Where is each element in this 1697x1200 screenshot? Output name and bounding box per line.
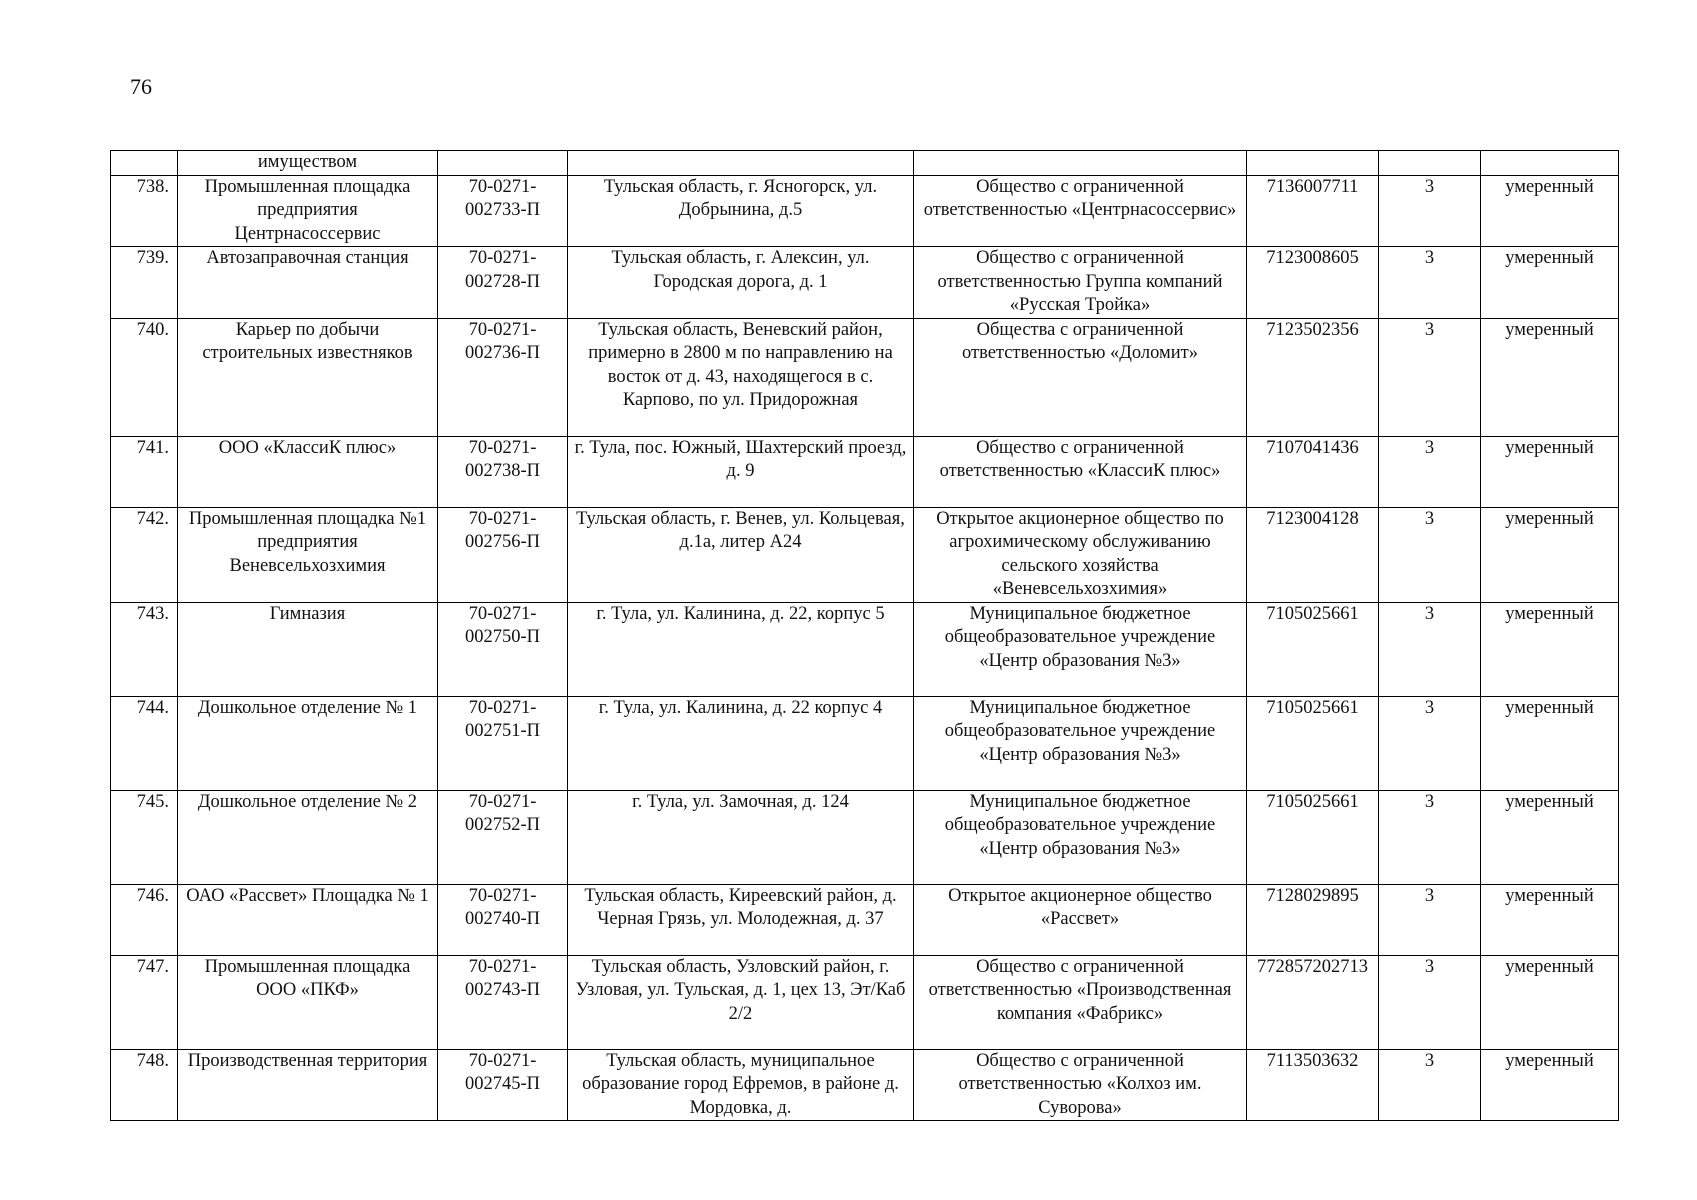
cell-operator: Общество с ограниченной ответственностью Группа компаний «Русская Тройка» [914,247,1247,319]
cell-object-code: 70-0271-002740-П [438,884,568,955]
cell-inn: 7105025661 [1247,696,1379,790]
cell-number: 746. [111,884,178,955]
cell-object-name: Промышленная площадка №1 предприятия Веневсельхозхимия [178,507,438,602]
cell-inn: 7107041436 [1247,436,1379,507]
cell-number: 740. [111,318,178,436]
cell-risk: умеренный [1481,696,1619,790]
table-row [111,696,1619,790]
cell-risk: умеренный [1481,247,1619,319]
cell-address: Тульская область, Узловский район, г. Узловая, ул. Тульская, д. 1, цех 13, Эт/Каб 2/2 [568,955,914,1049]
cell-number: 741. [111,436,178,507]
cell-operator: Муниципальное бюджетное общеобразовательное учреждение «Центр образования №3» [914,696,1247,790]
table-row-continuation [111,151,1619,176]
cell-address: г. Тула, пос. Южный, Шахтерский проезд, д. 9 [568,436,914,507]
cell-category: 3 [1379,955,1481,1049]
cell-risk: умеренный [1481,790,1619,884]
cell-inn: 7105025661 [1247,790,1379,884]
table-row [111,1049,1619,1121]
cell-risk: умеренный [1481,1049,1619,1121]
cell-number: 748. [111,1049,178,1121]
cell-category: 3 [1379,884,1481,955]
cell-address: г. Тула, ул. Калинина, д. 22, корпус 5 [568,602,914,696]
cell-category: 3 [1379,436,1481,507]
cell-address: Тульская область, г. Алексин, ул. Городская дорога, д. 1 [568,247,914,319]
cell-category: 3 [1379,696,1481,790]
cell-object-name: ООО «КлассиК плюс» [178,436,438,507]
cell-object-name: Промышленная площадка предприятия Центрнасоссервис [178,175,438,247]
cell-address: Тульская область, Веневский район, примерно в 2800 м по направлению на восток от д. 43, находящегося в с. Карпово, по ул. Придорожная [568,318,914,436]
cell-risk [1481,151,1619,176]
cell-address: Тульская область, муниципальное образование город Ефремов, в районе д. Мордовка, д. [568,1049,914,1121]
cell-category: 3 [1379,247,1481,319]
cell-operator [914,151,1247,176]
cell-address: Тульская область, г. Ясногорск, ул. Добрынина, д.5 [568,175,914,247]
registry-table-body [111,151,1619,1121]
cell-object-name: ОАО «Рассвет» Площадка № 1 [178,884,438,955]
cell-address: г. Тула, ул. Замочная, д. 124 [568,790,914,884]
cell-category: 3 [1379,1049,1481,1121]
page-number: 76 [130,74,152,99]
cell-operator: Общество с ограниченной ответственностью «Производственная компания «Фабрикс» [914,955,1247,1049]
cell-operator: Общества с ограниченной ответственностью «Доломит» [914,318,1247,436]
cell-object-code: 70-0271-002736-П [438,318,568,436]
table-row [111,175,1619,247]
cell-number: 742. [111,507,178,602]
cell-inn: 772857202713 [1247,955,1379,1049]
cell-category: 3 [1379,175,1481,247]
cell-operator: Открытое акционерное общество «Рассвет» [914,884,1247,955]
table-row [111,436,1619,507]
cell-operator: Общество с ограниченной ответственностью «Центрнасоссервис» [914,175,1247,247]
cell-operator: Общество с ограниченной ответственностью «КлассиК плюс» [914,436,1247,507]
cell-inn [1247,151,1379,176]
cell-number: 743. [111,602,178,696]
cell-category [1379,151,1481,176]
table-row [111,318,1619,436]
cell-inn: 7113503632 [1247,1049,1379,1121]
cell-object-code: 70-0271-002756-П [438,507,568,602]
cell-object-code: 70-0271-002733-П [438,175,568,247]
cell-address: г. Тула, ул. Калинина, д. 22 корпус 4 [568,696,914,790]
cell-number: 744. [111,696,178,790]
cell-risk: умеренный [1481,955,1619,1049]
cell-object-name: Дошкольное отделение № 1 [178,696,438,790]
cell-object-name: Гимназия [178,602,438,696]
cell-risk: умеренный [1481,436,1619,507]
registry-table [110,150,1619,1121]
cell-object-name: имуществом [178,151,438,176]
cell-inn: 7123502356 [1247,318,1379,436]
cell-object-code: 70-0271-002750-П [438,602,568,696]
cell-number [111,151,178,176]
cell-risk: умеренный [1481,318,1619,436]
table-row [111,884,1619,955]
cell-risk: умеренный [1481,602,1619,696]
table-row [111,602,1619,696]
table-row [111,247,1619,319]
cell-number: 747. [111,955,178,1049]
cell-address: Тульская область, г. Венев, ул. Кольцевая, д.1а, литер А24 [568,507,914,602]
cell-object-name: Дошкольное отделение № 2 [178,790,438,884]
cell-inn: 7123008605 [1247,247,1379,319]
cell-inn: 7136007711 [1247,175,1379,247]
cell-object-code: 70-0271-002751-П [438,696,568,790]
cell-number: 745. [111,790,178,884]
cell-address [568,151,914,176]
cell-category: 3 [1379,790,1481,884]
cell-inn: 7105025661 [1247,602,1379,696]
cell-risk: умеренный [1481,507,1619,602]
cell-object-code [438,151,568,176]
cell-object-code: 70-0271-002743-П [438,955,568,1049]
cell-risk: умеренный [1481,884,1619,955]
cell-category: 3 [1379,602,1481,696]
cell-risk: умеренный [1481,175,1619,247]
table-row [111,955,1619,1049]
cell-category: 3 [1379,318,1481,436]
cell-object-name: Производственная территория [178,1049,438,1121]
cell-object-code: 70-0271-002728-П [438,247,568,319]
cell-number: 739. [111,247,178,319]
table-row [111,507,1619,602]
cell-category: 3 [1379,507,1481,602]
cell-object-code: 70-0271-002752-П [438,790,568,884]
cell-inn: 7123004128 [1247,507,1379,602]
cell-object-name: Промышленная площадка ООО «ПКФ» [178,955,438,1049]
table-row [111,790,1619,884]
cell-operator: Муниципальное бюджетное общеобразовательное учреждение «Центр образования №3» [914,602,1247,696]
cell-object-name: Карьер по добычи строительных известняков [178,318,438,436]
cell-number: 738. [111,175,178,247]
cell-address: Тульская область, Киреевский район, д. Черная Грязь, ул. Молодежная, д. 37 [568,884,914,955]
cell-operator: Открытое акционерное общество по агрохимическому обслуживанию сельского хозяйства «Веневсельхозхимия» [914,507,1247,602]
cell-object-code: 70-0271-002738-П [438,436,568,507]
cell-operator: Общество с ограниченной ответственностью «Колхоз им. Суворова» [914,1049,1247,1121]
cell-inn: 7128029895 [1247,884,1379,955]
cell-object-name: Автозаправочная станция [178,247,438,319]
cell-object-code: 70-0271-002745-П [438,1049,568,1121]
cell-operator: Муниципальное бюджетное общеобразовательное учреждение «Центр образования №3» [914,790,1247,884]
